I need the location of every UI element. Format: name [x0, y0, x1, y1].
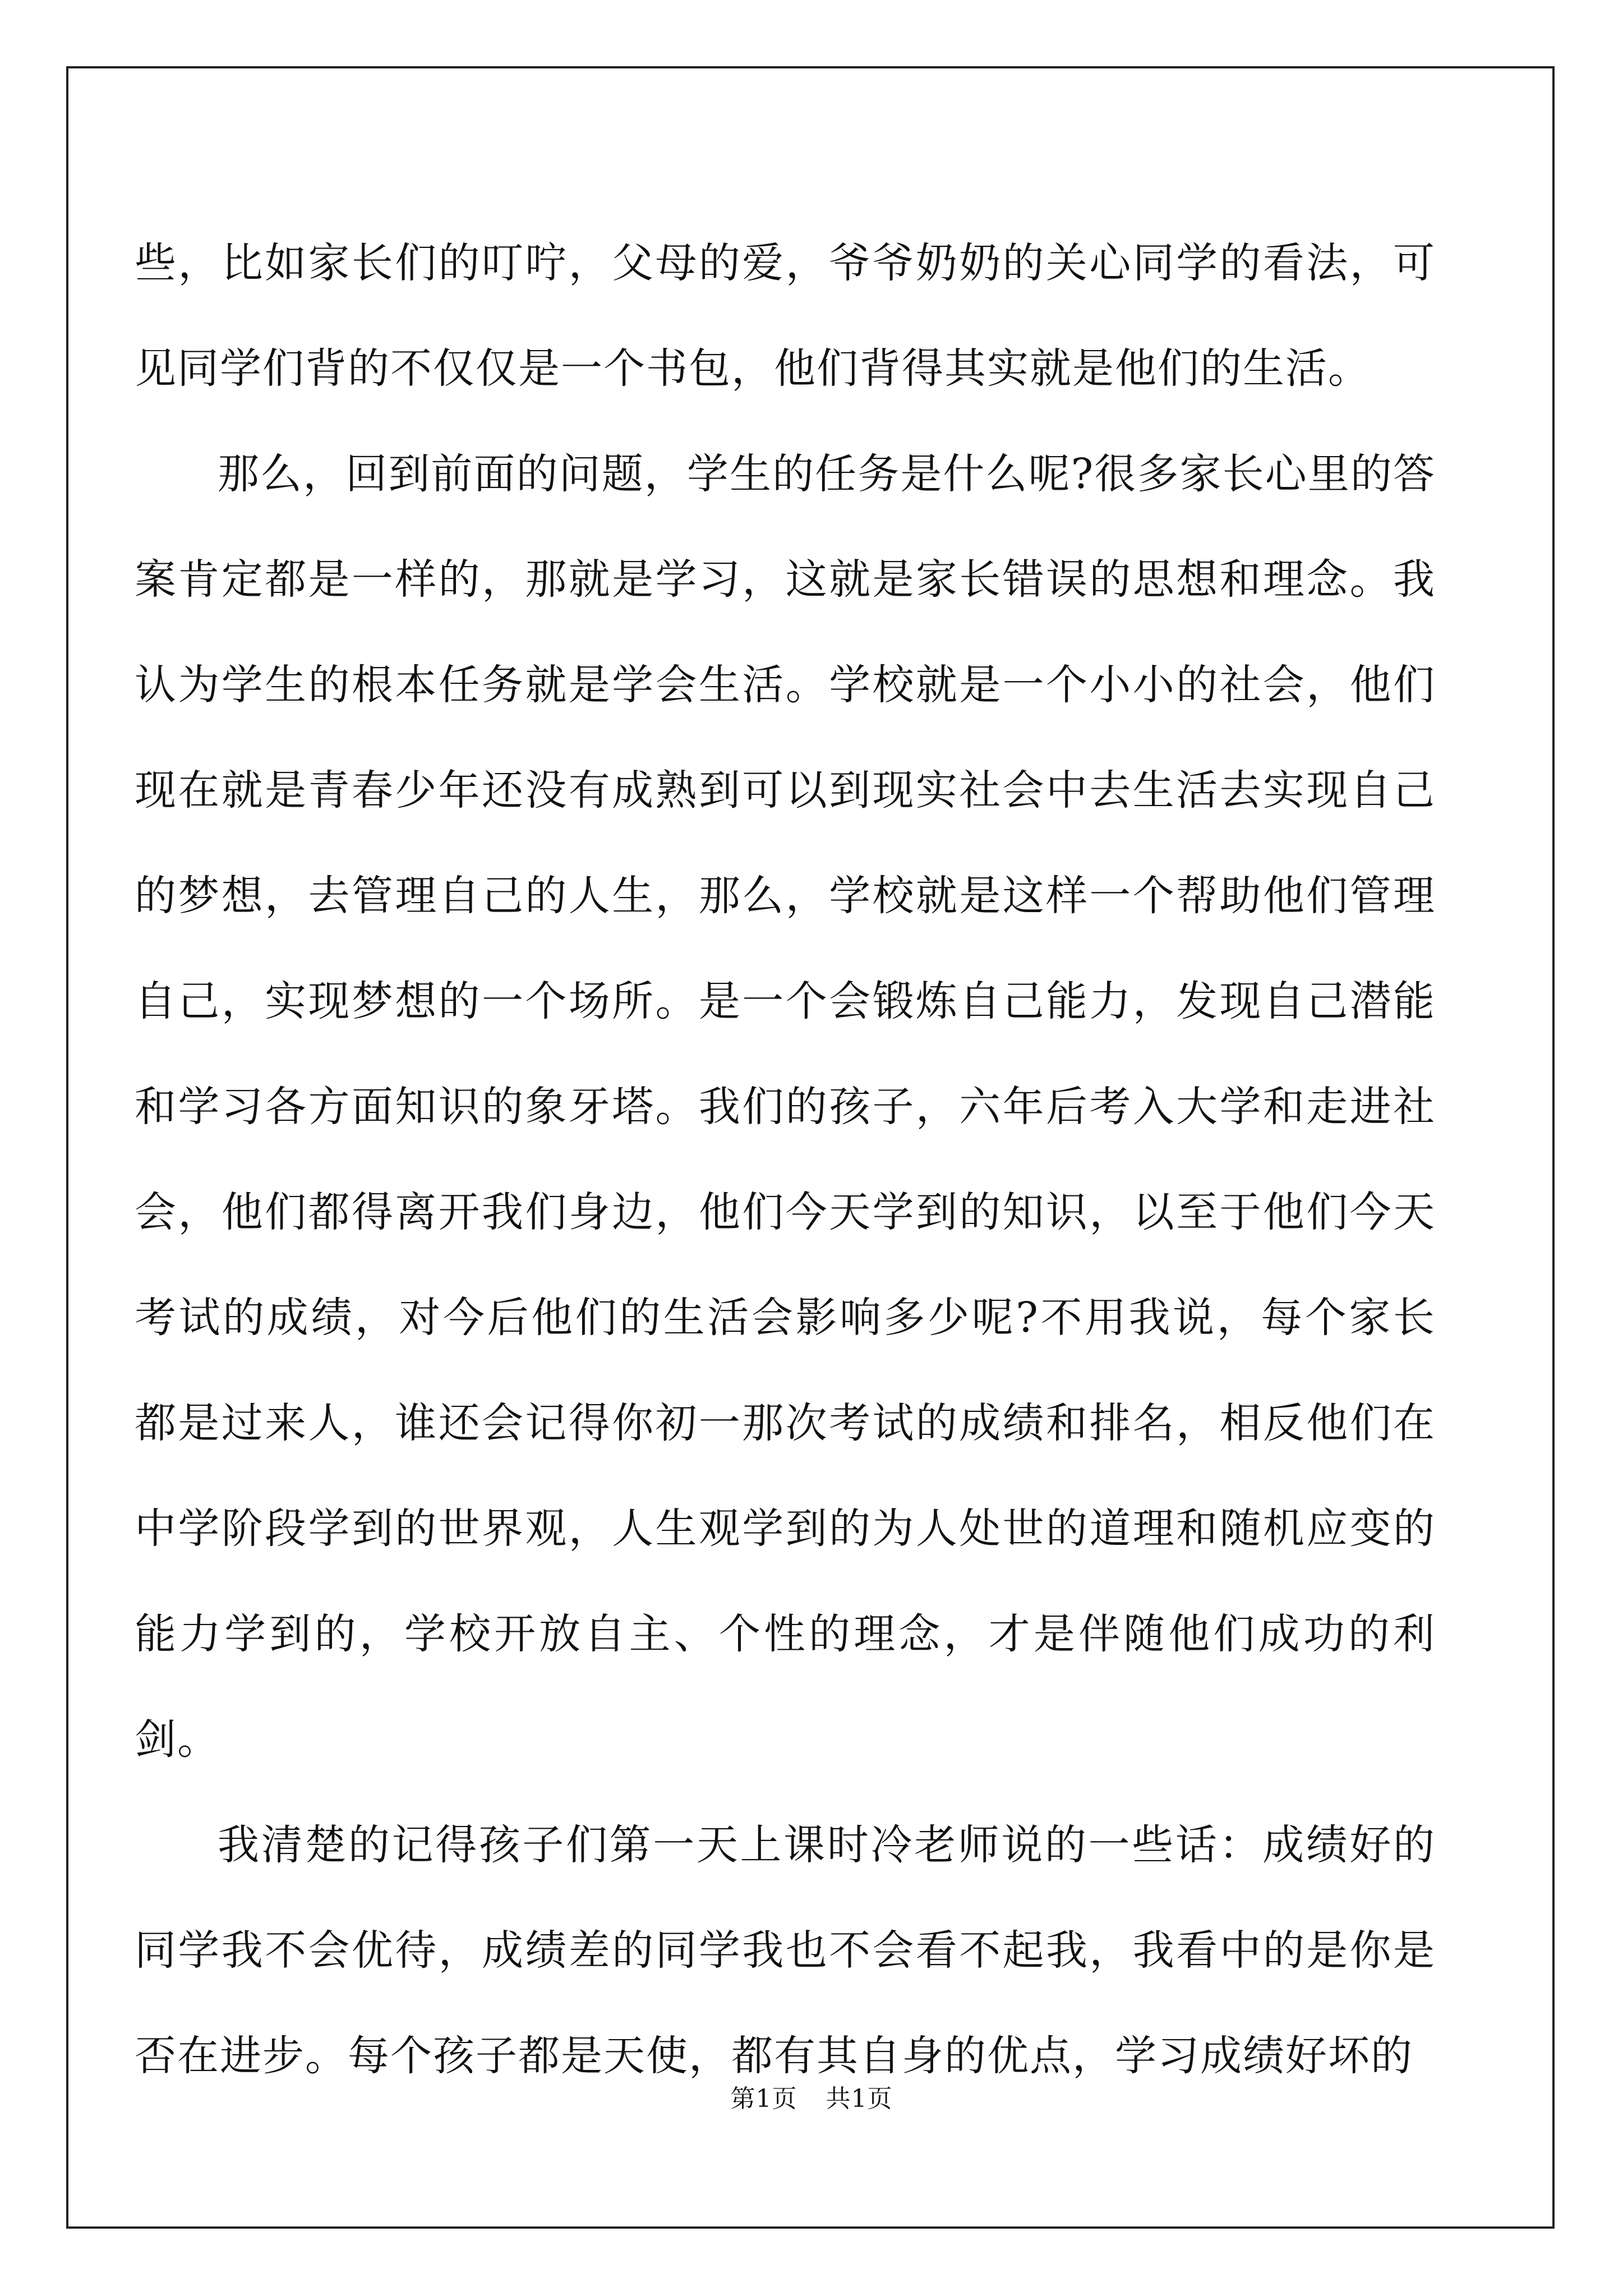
- paragraph-1: 些，比如家长们的叮咛，父母的爱，爷爷奶奶的关心同学的看法，可见同学们背的不仅仅是一个书包，他们背得其实就是他们的生活。: [135, 239, 1436, 393]
- paragraph-3: 我清楚的记得孩子们第一天上课时冷老师说的一些话：成绩好的同学我不会优待，成绩差的同学我也不会看不起我，我看中的是你是否在进步。每个孩子都是天使，都有其自身的优点，学习成绩好坏的: [135, 1821, 1436, 2080]
- page-footer: [0, 2082, 1623, 2116]
- document-body: [135, 210, 1436, 2109]
- page-total: 共1页: [826, 2085, 893, 2113]
- page-number: 第1页: [730, 2085, 797, 2113]
- paragraph-2: 那么，回到前面的问题，学生的任务是什么呢?很多家长心里的答案肯定都是一样的，那就是学习，这就是家长错误的思想和理念。我认为学生的根本任务就是学会生活。学校就是一个小小的社会，他们现在就是青春少年还没有成熟到可以到现实社会中去生活去实现自己的梦想，去管理自己的人生，那么，学校就是这样一个帮助他们管理自己，实现梦想的一个场所。是一个会锻炼自己能力，发现自己潜能和学习各方面知识的象牙塔。我们的孩子，六年后考入大学和走进社会，他们都得离开我们身边，他们今天学到的知识，以至于他们今天考试的成绩，对今后他们的生活会影响多少呢?不用我说，每个家长都是过来人，谁还会记得你初一那次考试的成绩和排名，相反他们在中学阶段学到的世界观，人生观学到的为人处世的道理和随机应变的能力学到的，学校开放自主、个性的理念，才是伴随他们成功的利剑。: [135, 450, 1436, 1764]
